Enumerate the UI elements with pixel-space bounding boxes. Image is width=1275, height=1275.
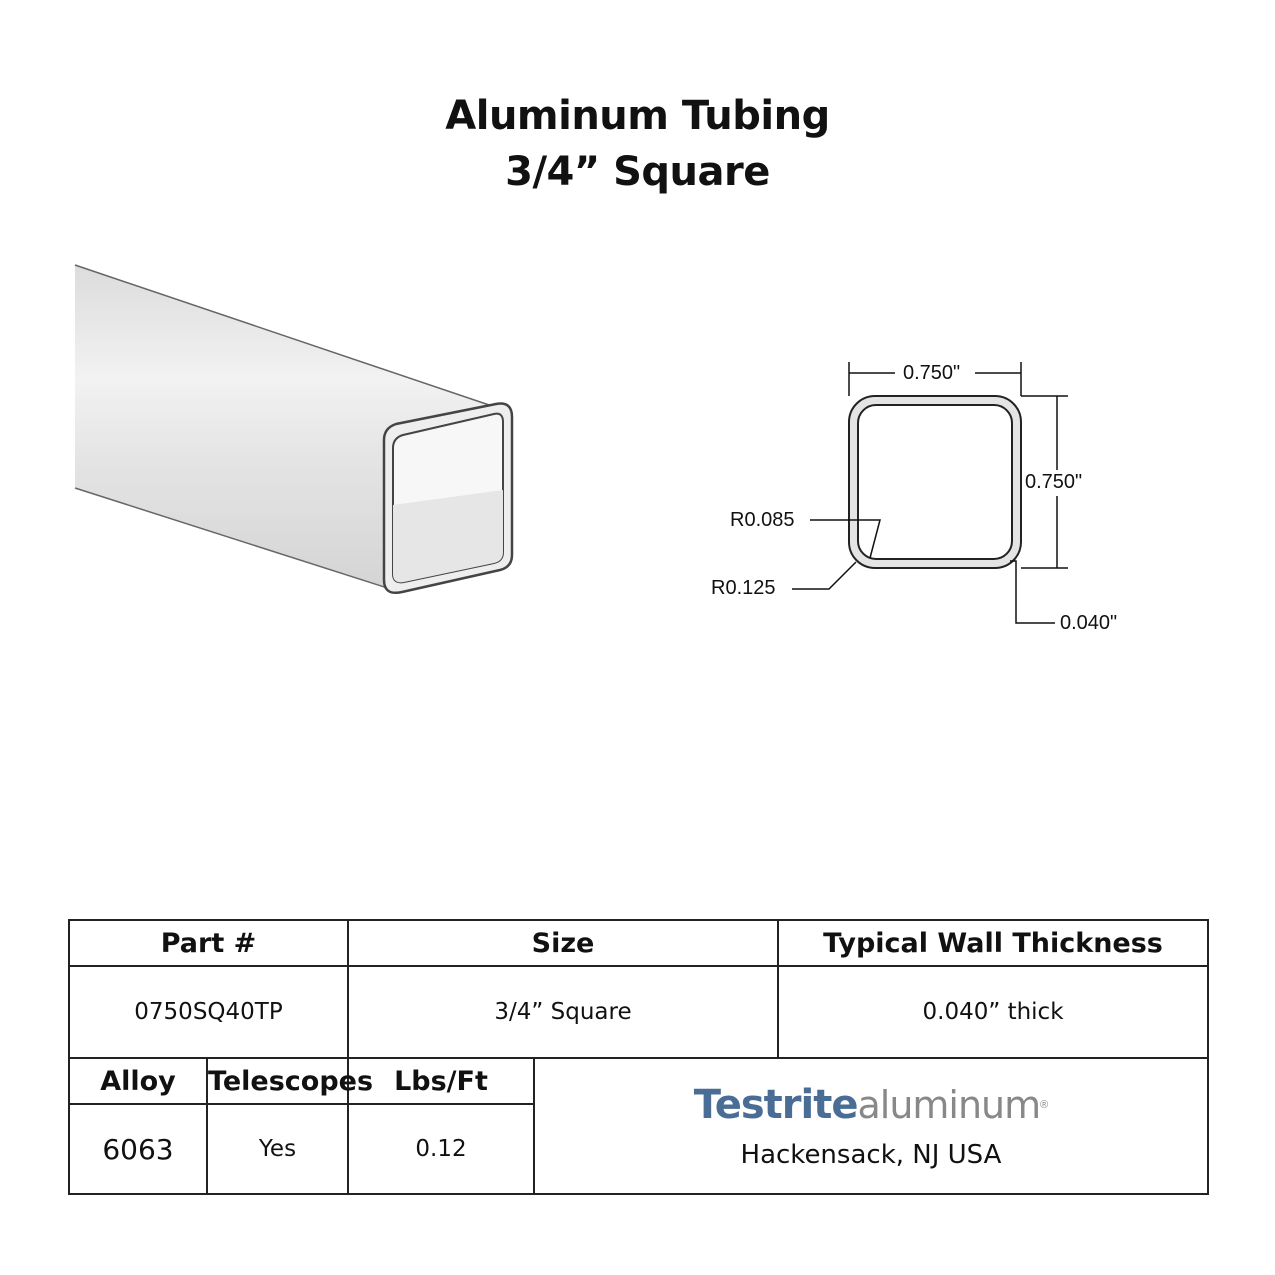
inner-radius-label: R0.085 [730, 509, 795, 531]
header-wall-thickness: Typical Wall Thickness [778, 920, 1208, 966]
logo-brand-light: aluminum [857, 1082, 1041, 1127]
size-value: 3/4” Square [348, 966, 778, 1058]
telescopes-value: Yes [207, 1104, 348, 1194]
company-location: Hackensack, NJ USA [740, 1139, 1002, 1170]
header-telescopes: Telescopes [207, 1058, 348, 1104]
page-title: Aluminum Tubing [445, 93, 830, 139]
header-size: Size [348, 920, 778, 966]
testrite-logo [535, 1083, 1207, 1136]
wall-thickness-value: 0.040” thick [778, 966, 1208, 1058]
logo-cell [534, 1058, 1208, 1194]
header-alloy: Alloy [69, 1058, 207, 1104]
part-number-value: 0750SQ40TP [69, 966, 348, 1058]
tube-illustration [75, 265, 512, 593]
alloy-value: 6063 [69, 1104, 207, 1194]
lbs-per-ft-value: 0.12 [348, 1104, 534, 1194]
outer-radius-label: R0.125 [711, 577, 776, 599]
header-lbs-per-ft: Lbs/Ft [348, 1058, 534, 1104]
logo-registered-mark: ® [1040, 1098, 1049, 1111]
height-dimension-label: 0.750" [1025, 471, 1083, 493]
logo-brand-bold: Testrite [693, 1081, 858, 1128]
width-dimension-label: 0.750" [903, 362, 961, 384]
page-subtitle: 3/4” Square [505, 149, 770, 195]
spec-table [68, 919, 1209, 1195]
table-header-row [69, 1058, 1208, 1104]
wall-thickness-label: 0.040" [1060, 612, 1118, 634]
header-part-number: Part # [69, 920, 348, 966]
table-row [69, 966, 1208, 1058]
table-header-row [69, 920, 1208, 966]
